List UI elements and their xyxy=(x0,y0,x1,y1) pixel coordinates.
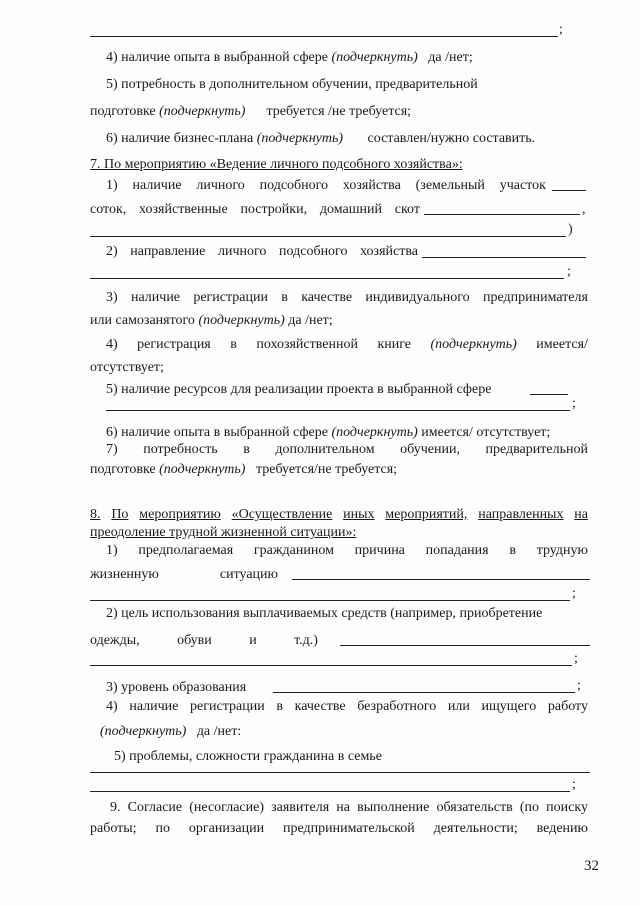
s7-item-6: 6) наличие опыта в выбранной сфере (подчеркнуть) имеется/ отсутствует; xyxy=(106,425,551,440)
closing-paren: ) xyxy=(568,222,573,237)
s9-line-2: работы; по организации предпринимательской деятельности; ведению xyxy=(90,821,588,836)
fill-line xyxy=(90,665,572,666)
fill-line xyxy=(292,579,590,580)
fill-line xyxy=(340,645,590,646)
page-number: 32 xyxy=(584,858,599,874)
s6-item-5-line-1: 5) потребность в дополнительном обучении, предварительной xyxy=(106,77,478,92)
fill-line xyxy=(90,791,570,792)
semicolon: ; xyxy=(574,651,578,666)
s7-item-5: 5) наличие ресурсов для реализации проекта в выбранной сфере xyxy=(106,382,492,397)
s7-item-4-line-1: 4) регистрация в похозяйственной книге (подчеркнуть) имеется/ xyxy=(106,337,588,352)
semicolon: ; xyxy=(559,22,563,37)
s8-item-3: 3) уровень образования xyxy=(106,680,247,695)
s6-item-4: 4) наличие опыта в выбранной сфере (подчеркнуть) да /нет; xyxy=(106,50,473,65)
s7-item-4-line-2: отсутствует; xyxy=(90,360,164,375)
s8-item-4-line-2: (подчеркнуть) да /нет: xyxy=(100,724,242,739)
s8-item-2-line-2: одежды, обуви и т.д.) xyxy=(90,633,318,648)
fill-line xyxy=(106,410,570,411)
fill-line xyxy=(90,600,570,601)
fill-line xyxy=(90,772,590,773)
comma: , xyxy=(582,202,586,217)
s8-item-5: 5) проблемы, сложности гражданина в семье xyxy=(114,749,382,764)
s9-line-1: 9. Согласие (несогласие) заявителя на выполнение обязательств (по поиску xyxy=(110,800,588,815)
s8-item-2-line-1: 2) цель использования выплачиваемых средств (например, приобретение xyxy=(106,606,543,621)
fill-line xyxy=(90,278,564,279)
fill-line xyxy=(552,190,586,191)
semicolon: ; xyxy=(572,396,576,411)
semicolon: ; xyxy=(572,586,576,601)
semicolon: ; xyxy=(567,264,571,279)
s7-item-3-line-1: 3) наличие регистрации в качестве индивидуального предпринимателя xyxy=(106,290,588,305)
fill-line xyxy=(422,257,586,258)
s8-item-1-line-2: жизненную ситуацию xyxy=(90,567,278,582)
s7-item-1-line-1: 1) наличие личного подсобного хозяйства (земельный участок xyxy=(106,178,546,193)
fill-line xyxy=(90,36,558,37)
s8-item-4-line-1: 4) наличие регистрации в качестве безработного или ищущего работу xyxy=(106,699,588,714)
s8-item-1-line-1: 1) предполагаемая гражданином причина попадания в трудную xyxy=(106,543,588,558)
fill-line xyxy=(424,214,580,215)
s7-item-7-line-1: 7) потребность в дополнительном обучении, предварительной xyxy=(106,442,588,457)
fill-line xyxy=(90,236,566,237)
s6-item-6: 6) наличие бизнес-плана (подчеркнуть) составлен/нужно составить. xyxy=(106,131,536,146)
semicolon: ; xyxy=(572,777,576,792)
s7-item-3-line-2: или самозанятого (подчеркнуть) да /нет; xyxy=(90,313,333,328)
s6-item-5-line-2: подготовке (подчеркнуть) требуется /не требуется; xyxy=(90,104,412,119)
section-8-heading-line-1: 8. По мероприятию «Осуществление иных мероприятий, направленных на xyxy=(90,507,588,522)
s7-item-1-line-2: соток, хозяйственные постройки, домашний скот xyxy=(90,202,420,217)
section-8-heading-line-2: преодоление трудной жизненной ситуации»: xyxy=(90,525,357,540)
fill-line xyxy=(530,394,568,395)
s7-item-7-line-2: подготовке (подчеркнуть) требуется/не требуется; xyxy=(90,462,398,477)
fill-line xyxy=(273,692,575,693)
section-7-heading: 7. По мероприятию «Ведение личного подсобного хозяйства»: xyxy=(90,157,463,172)
semicolon: ; xyxy=(577,678,581,693)
s7-item-2: 2) направление личного подсобного хозяйства xyxy=(106,244,418,259)
